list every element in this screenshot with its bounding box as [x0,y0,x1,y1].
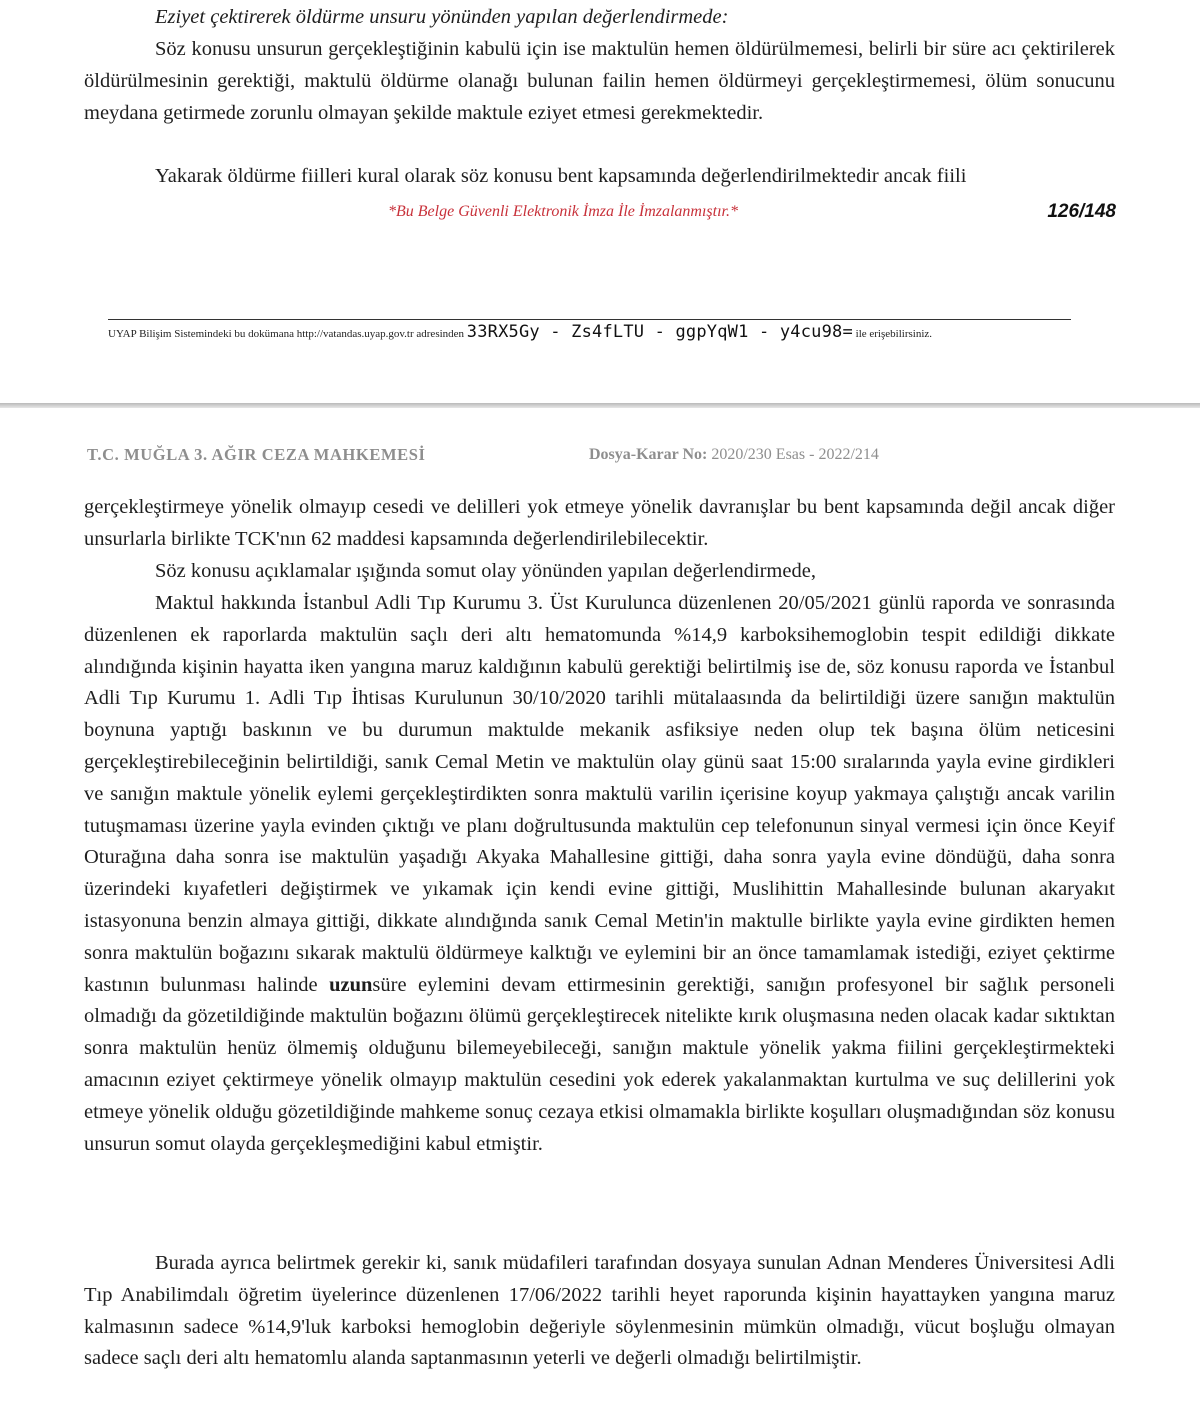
paragraph-main-part-2: süre eylemini devam ettirmesinin gerektiği, sanığın profesyonel bir sağlık personeli olmadığı da gözetildiğinde maktulün boğazını ölümü gerçekleştirecek nitelikte kırık oluşmasına neden olacak kadar sıktıktan sonra maktulün henüz ölmemiş olduğunu bilemeyebileceği, sanığın maktule yönelik yakma fiilini gerçekleştirmekteki amacının eziyet çektirmeye yönelik olmayıp maktulün cesedini yok ederek yakalanmaktan kurtulma ve suç delillerini yok etmeye yönelik olduğu gözetildiğinde mahkeme sonuç cezaya etkisi olmamakla birlikte koşulları oluşmadığından söz konusu unsurun somut olayda gerçekleşmediğini kabul etmiştir. [84,973,1115,1155]
paragraph-main-bold-word: uzun [329,973,373,996]
document-page-current [0,408,1200,1411]
paragraph-condition: Söz konusu unsurun gerçekleştiğinin kabulü için ise maktulün hemen öldürülmemesi, belirli bir süre acı çektirilerek öldürülmesinin gerektiği, maktulü öldürme olanağı bulunan failin hemen öldürmeyi gerçekleştirmemesi, ölüm sonucunu meydana getirmede zorunlu olmayan şekilde maktule eziyet etmesi gerekmektedir. [84,38,1115,124]
e-signature-note: *Bu Belge Güvenli Elektronik İmza İle İmzalanmıştır.* [388,203,738,220]
paragraph-continuation: gerçekleştirmeye yönelik olmayıp cesedi ve delilleri yok etmeye yönelik davranışlar bu bent kapsamında değil ancak diğer unsurlarla birlikte TCK'nın 62 maddesi kapsamında değerlendirilebilecektir. [84,496,1115,550]
footer-prefix: UYAP Bilişim Sistemindeki bu dokümana http://vatandas.uyap.gov.tr adresinden [108,328,465,340]
footer-access-code: 33RX5Gy - Zs4fLTU - ggpYqW1 - y4cu98= [466,322,853,342]
court-name-header: T.C. MUĞLA 3. AĞIR CEZA MAHKEMESİ [87,445,426,464]
paragraph-main-part-1: Maktul hakkında İstanbul Adli Tıp Kurumu 3. Üst Kurulunca düzenlenen 20/05/2021 günlü raporda ve sonrasında düzenlenen ek raporlarda maktulün saçlı deri altı hematomunda %14,9 karboksihemoglobin tespit edildiği dikkate alındığında kişinin hayatta iken yangına maruz kaldığının kabulü gerektiği belirtilmiş ise de, söz konusu raporda ve İstanbul Adli Tıp Kurumu 1. Adli Tıp İhtisas Kurulunun 30/10/2020 tarihli mütalaasında da belirtildiği üzere sanığın maktulün boynuna yaptığı baskının ve bu durumun maktulde mekanik asfiksiye neden olup tek başına ölüm neticesini gerçekleştirebileceğinin belirtildiği, sanık Cemal Metin ve maktulün olay günü saat 15:00 sıralarında yayla evine girdikleri ve sanığın maktule yönelik eylemi gerçekleştirdikten sonra maktulü varilin içerisine koyup yakmaya çalıştığı ancak varilin tutuşmaması üzerine yayla evinden çıktığı ve planı doğrultusunda maktulün cep telefonunun sinyal vermesi için önce Keyif Oturağına daha sonra ise maktulün yaşadığı Akyaka Mahallesine gittiği, daha sonra yayla evine döndüğü, daha sonra üzerindeki kıyafetleri değiştirmek ve yıkamak için kendi evine gittiği, Muslihittin Mahallesinde bulunan akaryakıt istasyonuna benzin almaya gittiği, dikkate alındığında sanık Cemal Metin'in maktulle birlikte yayla evine girdikten hemen sonra maktulün boğazını sıkarak maktulü öldürmeye kalktığı ve eylemini bir an önce tamamlamak istediği, eziyet çektirme kastının bulunması halinde [84,592,1115,996]
paragraph-burning: Yakarak öldürme fiilleri kural olarak söz konusu bent kapsamında değerlendirilmektedir ancak fiili [155,165,967,187]
paragraph-expert-report: Burada ayrıca belirtmek gerekir ki, sanık müdafileri tarafından dosyaya sunulan Adnan Menderes Üniversitesi Adli Tıp Anabilimdalı öğretim üyelerince düzenlenen 17/06/2022 tarihli heyet raporunda kişinin hayattayken yangına maruz kalmasının sadece %14,9'luk karboksi hemoglobin değeriyle söylenmesinin mümkün olmadığı, vücut boşluğu olmayan sadece saçlı deri altı hematomlu alanda saptanmasının yeterli ve değerli olmadığı belirtilmiştir. [84,1252,1115,1370]
file-number-header [589,446,879,464]
page-number: 126/148 [1047,201,1116,222]
footer-access-note [108,322,1083,342]
footer-divider [108,319,1071,320]
section-heading: Eziyet çektirerek öldürme unsuru yönünden yapılan değerlendirmede: [155,6,729,28]
paragraph-intro: Söz konusu açıklamalar ışığında somut olay yönünden yapılan değerlendirmede, [155,560,816,582]
paragraph-main-assessment [84,588,1115,1160]
file-number-value: 2020/230 Esas - 2022/214 [711,446,879,463]
document-page-previous [0,0,1200,405]
footer-suffix: ile erişebilirsiniz. [855,328,933,340]
file-number-label: Dosya-Karar No: [589,446,708,463]
